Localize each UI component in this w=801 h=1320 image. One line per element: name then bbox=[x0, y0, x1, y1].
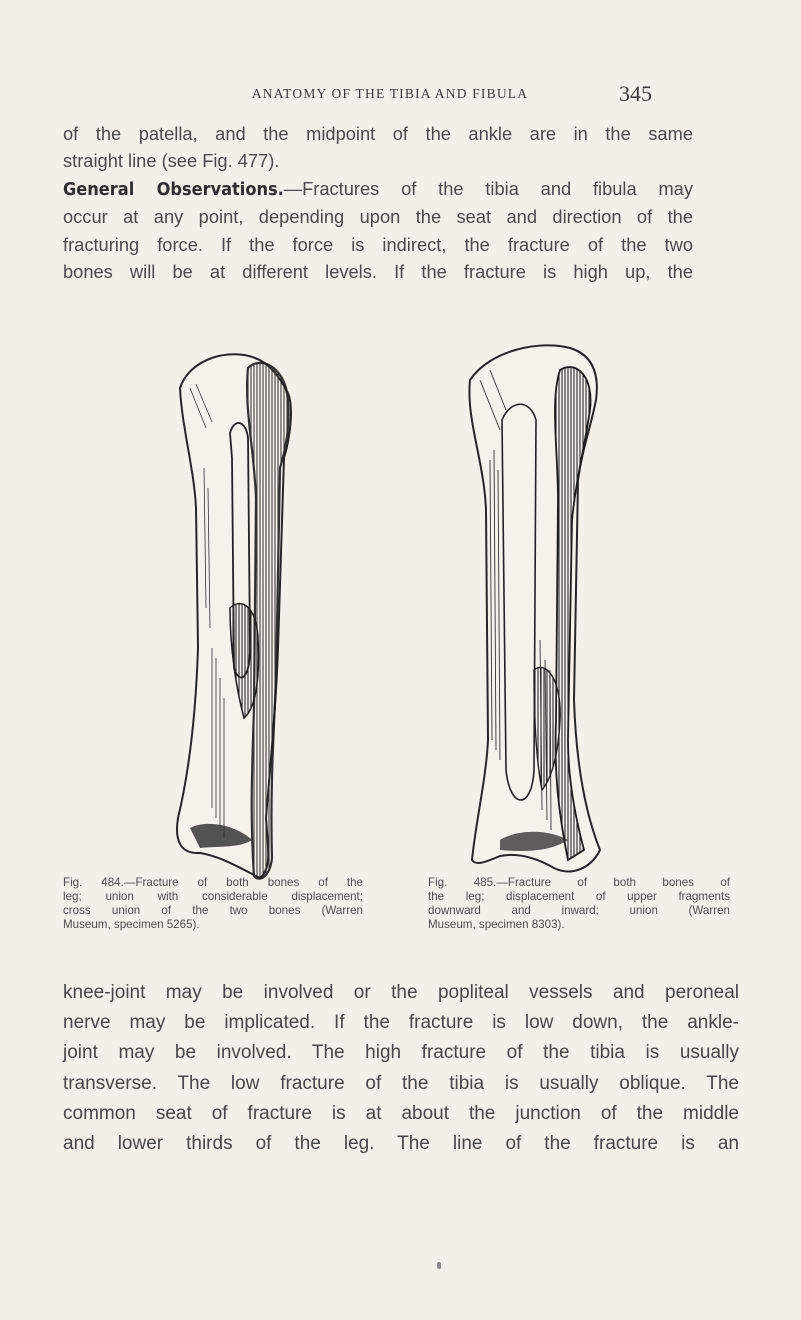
text-line: common seat of fracture is at about the junction of the middle bbox=[63, 1102, 739, 1124]
caption-line: Museum, specimen 5265). bbox=[63, 918, 200, 931]
page-number: 345 bbox=[619, 81, 652, 106]
figure-485-caption bbox=[428, 876, 730, 932]
caption-line: leg; union with considerable displacement; bbox=[63, 890, 363, 903]
caption-line: Museum, specimen 8303). bbox=[428, 918, 565, 931]
running-head: ANATOMY OF THE TIBIA AND FIBULA bbox=[251, 86, 529, 101]
text-line: straight line (see Fig. 477). bbox=[63, 150, 280, 172]
text-line: joint may be involved. The high fracture of the tibia is usually bbox=[63, 1042, 739, 1064]
text-line: fracturing force. If the force is indirect, the fracture of the two bbox=[63, 233, 693, 255]
text-line bbox=[63, 175, 693, 203]
ink-mark bbox=[437, 1262, 441, 1269]
bottom-paragraph bbox=[63, 978, 739, 1159]
top-paragraph bbox=[63, 120, 693, 285]
text-line: occur at any point, depending upon the seat and direction of the bbox=[63, 206, 693, 228]
text-line: bones will be at different levels. If the fracture is high up, the bbox=[63, 261, 693, 283]
figure-484-caption bbox=[63, 876, 363, 932]
figure-485-illustration bbox=[450, 340, 610, 880]
caption-line: cross union of the two bones (Warren bbox=[63, 904, 363, 917]
text-fragment: —Fractures of the tibia and fibula may bbox=[283, 177, 693, 199]
caption-line: Fig. 484.—Fracture of both bones of the bbox=[63, 876, 363, 889]
text-line: knee-joint may be involved or the popliteal vessels and peroneal bbox=[63, 982, 739, 1003]
text-line: nerve may be implicated. If the fracture is low down, the ankle- bbox=[63, 1012, 739, 1034]
text-line: transverse. The low fracture of the tibia is usually oblique. The bbox=[63, 1072, 739, 1094]
caption-line: downward and inward; union (Warren bbox=[428, 904, 730, 917]
caption-line: the leg; displacement of upper fragments bbox=[428, 890, 730, 903]
text-line: of the patella, and the midpoint of the ankle are in the same bbox=[63, 123, 693, 144]
section-heading: General Observations. bbox=[63, 178, 284, 200]
text-line: and lower thirds of the leg. The line of the fracture is an bbox=[63, 1133, 739, 1155]
caption-line: Fig. 485.—Fracture of both bones of bbox=[428, 876, 730, 889]
figure-484-illustration bbox=[160, 348, 310, 888]
